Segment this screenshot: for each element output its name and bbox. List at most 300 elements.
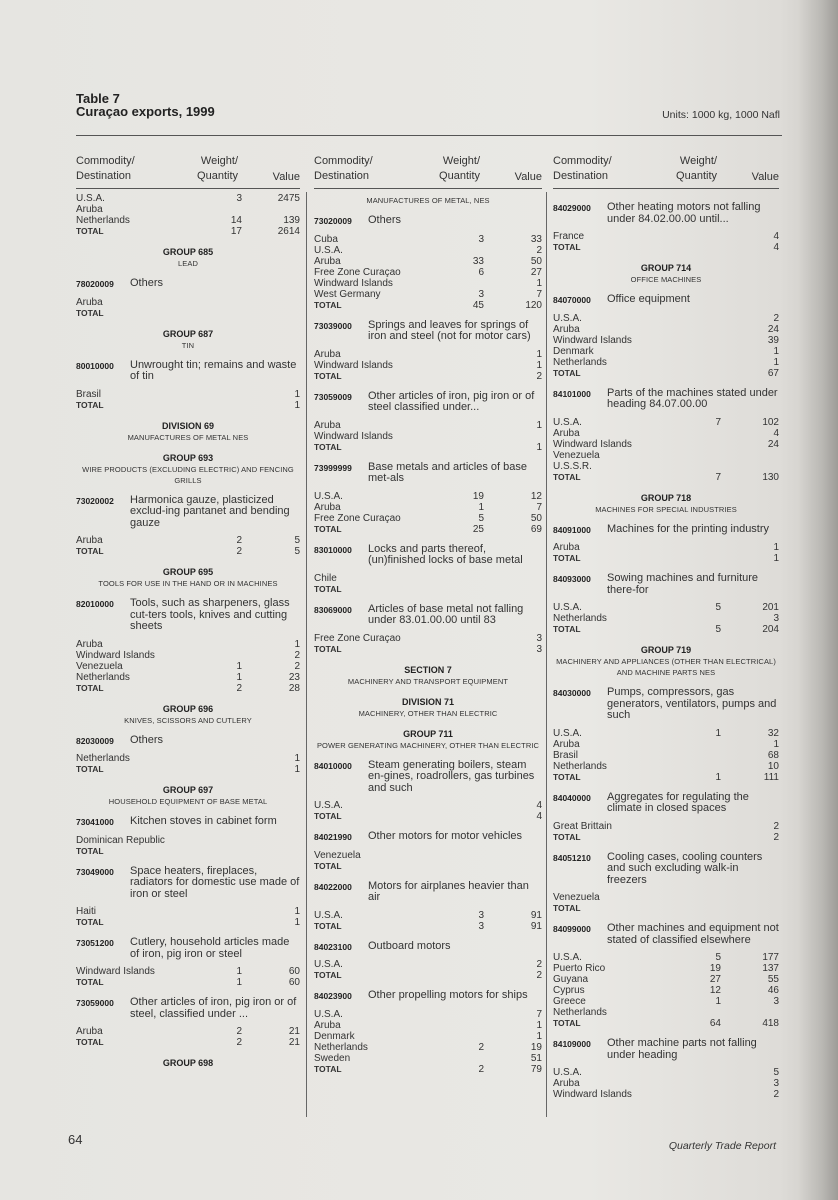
commodity-item xyxy=(553,687,779,722)
section-caption: TOOLS FOR USE IN THE HAND OR IN MACHINES xyxy=(98,579,278,588)
section-heading: GROUP 696 xyxy=(162,703,214,714)
table-row xyxy=(553,1067,779,1078)
value-cell: 33 xyxy=(530,233,542,245)
commodity-item xyxy=(314,760,542,795)
destination-cell: TOTAL xyxy=(314,920,342,931)
value-cell: 1 xyxy=(536,1019,542,1031)
table-number: Table 7 xyxy=(76,91,120,106)
destination-cell: TOTAL xyxy=(553,1018,581,1028)
commodity-item xyxy=(314,881,542,904)
commodity-item xyxy=(314,990,542,1003)
total-row xyxy=(553,472,779,483)
destination-cell: TOTAL xyxy=(314,811,342,821)
section-heading: GROUP 695 xyxy=(162,567,214,577)
table-row xyxy=(314,1009,542,1020)
destination-cell: TOTAL xyxy=(76,977,104,987)
header-destination: Destination xyxy=(553,170,609,182)
header-quantity: Quantity xyxy=(197,170,238,182)
quantity-cell xyxy=(444,861,484,872)
destination-cell: Aruba xyxy=(553,542,580,553)
section-heading: GROUP 698 xyxy=(162,1058,214,1068)
value-cell: 418 xyxy=(762,1018,779,1029)
destination-cell: Free Zone Curaçao xyxy=(314,512,401,524)
destination-cell: Netherlands xyxy=(76,671,130,683)
commodity-item xyxy=(314,831,542,844)
quantity-cell xyxy=(444,360,484,371)
table-row xyxy=(553,357,779,368)
commodity-description: Harmonica gauze, plasticized exclud-ing pantanet and bending gauze xyxy=(130,493,290,529)
destination-cell: Netherlands xyxy=(553,1007,607,1018)
value-cell: 27 xyxy=(530,266,542,278)
quantity-cell xyxy=(681,739,721,750)
quantity-cell xyxy=(444,850,484,861)
quantity-cell: 2 xyxy=(236,535,242,546)
quantity-cell xyxy=(681,346,721,357)
commodity-code: 83069000 xyxy=(314,604,352,615)
commodity-description: Other machines and equipment not stated of classified elsewhere xyxy=(607,922,779,946)
destination-cell: TOTAL xyxy=(314,1063,342,1074)
value-cell xyxy=(721,1007,779,1018)
total-row xyxy=(553,368,779,379)
commodity-item xyxy=(553,202,779,225)
value-cell: 1 xyxy=(294,388,300,400)
value-cell: 2614 xyxy=(277,226,300,237)
quantity-cell xyxy=(681,832,721,843)
quantity-cell: 5 xyxy=(715,624,721,635)
total-row xyxy=(76,308,300,319)
commodity-code: 84040000 xyxy=(553,792,591,803)
total-row xyxy=(553,832,779,843)
page-edge-shadow xyxy=(798,0,838,1200)
commodity-description: Springs and leaves for springs of iron and steel (not for motor cars) xyxy=(368,318,531,342)
destination-cell: Netherlands xyxy=(553,356,607,368)
commodity-code: 73041000 xyxy=(76,817,114,827)
table-row xyxy=(553,324,779,335)
commodity-code: 84109000 xyxy=(553,1039,591,1049)
commodity-code: 73999999 xyxy=(314,462,352,473)
table-row xyxy=(76,661,300,672)
section-heading: GROUP 714 xyxy=(640,263,692,273)
table-row xyxy=(553,613,779,624)
section-caption: MACHINERY AND TRANSPORT EQUIPMENT xyxy=(347,676,509,686)
commodity-description: Other propelling motors for ships xyxy=(368,989,528,1001)
destination-cell: TOTAL xyxy=(553,367,581,378)
value-cell: 55 xyxy=(767,974,779,985)
destination-cell: Aruba xyxy=(76,638,103,650)
commodity-code: 84030000 xyxy=(553,688,591,698)
commodity-description: Other machine parts not falling under heading xyxy=(607,1037,757,1061)
destination-cell: TOTAL xyxy=(314,299,342,310)
column-divider xyxy=(546,192,547,1117)
value-cell: 1 xyxy=(294,638,300,650)
commodity-item xyxy=(553,388,779,411)
quantity-cell xyxy=(202,917,242,928)
total-row xyxy=(76,1037,300,1048)
total-row xyxy=(76,977,300,988)
header-commodity: Commodity/ xyxy=(76,155,135,167)
quantity-cell: 12 xyxy=(709,985,721,996)
destination-cell: Netherlands xyxy=(314,1041,368,1053)
value-cell xyxy=(242,846,300,857)
commodity-description: Other articles of iron, pig iron or of steel classified under... xyxy=(368,389,535,413)
table-title: Curaçao exports, 1999 xyxy=(76,104,215,119)
destination-cell: Aruba xyxy=(314,419,341,431)
value-cell: 67 xyxy=(767,367,779,379)
value-cell xyxy=(721,450,779,461)
destination-cell: Greece xyxy=(553,996,586,1007)
table-row xyxy=(553,750,779,761)
value-cell: 4 xyxy=(773,427,779,439)
title-rule xyxy=(76,135,782,136)
total-row xyxy=(314,584,542,595)
quantity-cell xyxy=(681,553,721,564)
value-cell: 50 xyxy=(530,512,542,524)
value-cell xyxy=(721,461,779,472)
header-destination: Destination xyxy=(314,170,370,182)
quantity-cell xyxy=(681,357,721,368)
destination-cell: TOTAL xyxy=(314,860,342,871)
destination-cell: TOTAL xyxy=(553,242,581,252)
header-quantity: Quantity xyxy=(676,170,717,182)
value-cell: 21 xyxy=(288,1026,300,1037)
header-commodity: Commodity/ xyxy=(314,155,373,167)
commodity-code: 84101000 xyxy=(553,388,591,399)
table-row xyxy=(76,835,300,846)
value-cell: 69 xyxy=(530,523,542,535)
value-cell: 177 xyxy=(762,952,779,963)
table-row xyxy=(553,428,779,439)
destination-cell: TOTAL xyxy=(76,307,104,318)
quantity-cell: 19 xyxy=(709,963,721,974)
table-row xyxy=(314,278,542,289)
quantity-cell: 7 xyxy=(715,471,721,483)
value-cell: 5 xyxy=(294,546,300,557)
quantity-cell: 3 xyxy=(478,288,484,300)
commodity-code: 84029000 xyxy=(553,203,591,213)
quantity-cell: 1 xyxy=(478,501,484,513)
header-value: Value xyxy=(272,171,300,183)
quantity-cell: 64 xyxy=(709,1018,721,1029)
quantity-cell xyxy=(444,371,484,382)
value-cell xyxy=(242,297,300,308)
table-row xyxy=(314,850,542,861)
destination-cell: TOTAL xyxy=(553,771,581,782)
table-row xyxy=(553,346,779,357)
table-row xyxy=(76,193,300,204)
units-label: Units: 1000 kg, 1000 Nafl xyxy=(662,109,780,121)
value-cell: 1 xyxy=(536,1030,542,1042)
header-destination: Destination xyxy=(76,170,132,182)
column-divider xyxy=(306,192,307,1117)
quantity-cell xyxy=(444,644,484,655)
section-heading: GROUP 687 xyxy=(162,328,214,339)
header-weight: Weight/ xyxy=(679,155,717,167)
section-caption: POWER GENERATING MACHINERY, OTHER THAN ELECTRIC xyxy=(316,740,540,750)
destination-cell: TOTAL xyxy=(553,553,581,563)
destination-cell: Denmark xyxy=(314,1030,355,1042)
destination-cell: West Germany xyxy=(314,288,381,300)
commodity-code: 82010000 xyxy=(76,599,114,609)
value-cell: 1 xyxy=(773,356,779,368)
destination-cell: TOTAL xyxy=(314,370,342,381)
commodity-description: Other motors for motor vehicles xyxy=(368,830,523,842)
commodity-description: Others xyxy=(130,733,164,746)
header-value: Value xyxy=(751,171,779,183)
quantity-cell: 3 xyxy=(478,233,484,245)
table-row xyxy=(553,761,779,772)
quantity-cell xyxy=(681,613,721,624)
total-row xyxy=(553,903,779,914)
table-row xyxy=(553,1007,779,1018)
page-number: 64 xyxy=(68,1132,83,1147)
table-row xyxy=(314,959,542,970)
quantity-cell: 1 xyxy=(715,727,721,739)
value-cell: 102 xyxy=(762,416,779,428)
table-row xyxy=(314,491,542,502)
quantity-cell xyxy=(444,573,484,584)
commodity-item xyxy=(314,604,542,627)
commodity-description: Steam generating boilers, steam en-gines, roadrollers, gas turbines and such xyxy=(368,758,535,794)
destination-cell: Aruba xyxy=(553,738,580,750)
section-heading: DIVISION 71 xyxy=(401,696,455,707)
commodity-description: Office equipment xyxy=(607,293,690,305)
destination-cell: TOTAL xyxy=(76,682,104,693)
quantity-cell xyxy=(202,204,242,215)
commodity-description: Other heating motors not falling under 84.02.00.00 until... xyxy=(607,201,761,225)
quantity-cell: 2 xyxy=(236,1037,242,1048)
header-weight: Weight/ xyxy=(200,155,238,167)
destination-cell: U.S.A. xyxy=(553,1067,582,1078)
value-cell: 3 xyxy=(773,1078,779,1089)
destination-cell: Aruba xyxy=(76,1026,103,1037)
commodity-description: Outboard motors xyxy=(368,939,451,952)
value-cell: 1 xyxy=(294,764,300,775)
commodity-item xyxy=(76,735,300,748)
commodity-code: 84021990 xyxy=(314,832,352,842)
value-cell: 111 xyxy=(763,771,779,783)
table-row xyxy=(314,573,542,584)
total-row xyxy=(314,371,542,382)
quantity-cell xyxy=(202,846,242,857)
value-cell: 79 xyxy=(530,1063,542,1075)
quantity-cell: 6 xyxy=(478,266,484,278)
destination-cell: Netherlands xyxy=(553,760,607,772)
table-row xyxy=(76,389,300,400)
destination-cell: Denmark xyxy=(553,345,594,357)
value-cell: 24 xyxy=(767,323,779,335)
value-cell: 60 xyxy=(288,977,300,988)
section-caption: KNIVES, SCISSORS AND CUTLERY xyxy=(124,715,252,725)
commodity-code: 83010000 xyxy=(314,544,352,555)
commodity-code: 84091000 xyxy=(553,524,591,535)
total-row xyxy=(314,300,542,311)
table-row xyxy=(553,1089,779,1100)
value-cell: 201 xyxy=(762,602,779,613)
commodity-code: 84023100 xyxy=(314,941,352,952)
quantity-cell xyxy=(202,639,242,650)
commodity-item xyxy=(314,320,542,343)
destination-cell: Brasil xyxy=(553,749,579,761)
value-cell: 24 xyxy=(767,438,779,450)
value-cell: 1 xyxy=(773,345,779,357)
quantity-cell xyxy=(681,313,721,324)
commodity-code: 73020002 xyxy=(76,495,114,506)
section-caption: MACHINERY AND APPLIANCES (OTHER THAN ELECTRICAL) AND MACHINE PARTS NES xyxy=(556,657,776,677)
value-cell: 2475 xyxy=(277,193,300,204)
destination-cell: U.S.A. xyxy=(314,800,343,811)
destination-cell: France xyxy=(553,231,585,242)
commodity-item xyxy=(76,495,300,530)
commodity-item xyxy=(553,524,779,537)
table-row xyxy=(76,215,300,226)
column-body xyxy=(553,189,779,1100)
commodity-description: Motors for airplanes heavier than air xyxy=(368,879,529,903)
commodity-code: 73051200 xyxy=(76,938,114,948)
commodity-item xyxy=(553,923,779,946)
total-row xyxy=(76,917,300,928)
total-row xyxy=(76,846,300,857)
table-row xyxy=(553,231,779,242)
destination-cell: TOTAL xyxy=(314,523,342,534)
quantity-cell xyxy=(444,420,484,431)
column-body xyxy=(314,189,542,1075)
destination-cell: Aruba xyxy=(314,255,341,267)
table-row xyxy=(314,360,542,371)
quantity-cell xyxy=(681,428,721,439)
table-row xyxy=(553,450,779,461)
quantity-cell: 19 xyxy=(472,490,484,502)
value-cell: 2 xyxy=(773,820,779,832)
value-cell: 60 xyxy=(288,966,300,977)
quantity-cell xyxy=(202,650,242,661)
value-cell xyxy=(242,308,300,319)
section-caption: LEAD xyxy=(178,259,198,268)
table-row xyxy=(314,256,542,267)
total-row xyxy=(553,624,779,635)
table-row xyxy=(553,439,779,450)
value-cell: 28 xyxy=(288,682,300,694)
commodity-code: 84010000 xyxy=(314,760,352,771)
header-weight: Weight/ xyxy=(442,155,480,167)
quantity-cell xyxy=(681,1078,721,1089)
column-header xyxy=(553,152,779,189)
table-row xyxy=(553,602,779,613)
column-header xyxy=(314,152,542,189)
quantity-cell xyxy=(444,970,484,981)
quantity-cell xyxy=(681,368,721,379)
table-row xyxy=(76,204,300,215)
value-cell: 4 xyxy=(536,811,542,822)
commodity-description: Other articles of iron, pig iron or of steel, classified under ... xyxy=(130,996,297,1020)
commodity-description: Machines for the printing industry xyxy=(607,522,770,535)
value-cell: 1 xyxy=(294,753,300,764)
value-cell xyxy=(242,835,300,846)
value-cell xyxy=(721,892,779,903)
quantity-cell: 17 xyxy=(230,226,242,237)
destination-cell: TOTAL xyxy=(76,399,104,410)
total-row xyxy=(314,644,542,655)
total-row xyxy=(76,400,300,411)
value-cell: 68 xyxy=(767,749,779,761)
table-row xyxy=(76,535,300,546)
table-row xyxy=(553,952,779,963)
commodity-description: Others xyxy=(368,214,402,226)
value-cell: 1 xyxy=(536,359,542,371)
quantity-cell: 2 xyxy=(236,546,242,557)
commodity-code: 82030009 xyxy=(76,735,114,746)
value-cell: 1 xyxy=(536,277,542,289)
destination-cell: TOTAL xyxy=(76,1037,104,1047)
commodity-item xyxy=(76,937,300,960)
value-cell: 32 xyxy=(767,727,779,739)
quantity-cell xyxy=(681,242,721,253)
value-cell: 4 xyxy=(773,231,779,242)
destination-cell: Windward Islands xyxy=(76,966,155,977)
value-cell: 2 xyxy=(294,660,300,672)
value-cell: 91 xyxy=(530,920,542,932)
destination-cell: Windward Islands xyxy=(76,649,155,661)
quantity-cell: 1 xyxy=(236,660,242,672)
quantity-cell xyxy=(202,835,242,846)
total-row xyxy=(314,970,542,981)
value-cell xyxy=(484,584,542,595)
quantity-cell: 27 xyxy=(709,974,721,985)
section-heading: GROUP 718 xyxy=(640,492,692,503)
commodity-item xyxy=(314,462,542,485)
value-cell: 1 xyxy=(536,348,542,360)
commodity-description: Sowing machines and furniture there-for xyxy=(607,572,759,596)
table-row xyxy=(553,739,779,750)
quantity-cell xyxy=(681,461,721,472)
commodity-code: 80010000 xyxy=(76,360,114,371)
quantity-cell xyxy=(444,278,484,289)
commodity-item xyxy=(314,941,542,954)
value-cell xyxy=(484,861,542,872)
quantity-cell: 5 xyxy=(715,952,721,963)
commodity-code: 84023900 xyxy=(314,991,352,1001)
commodity-code: 73039000 xyxy=(314,320,352,331)
column-2 xyxy=(314,152,542,1075)
quantity-cell: 2 xyxy=(478,1063,484,1075)
commodity-item xyxy=(76,816,300,829)
quantity-cell xyxy=(444,1053,484,1064)
table-row xyxy=(314,800,542,811)
quantity-cell xyxy=(681,324,721,335)
value-cell: 3 xyxy=(773,613,779,624)
quantity-cell xyxy=(444,1031,484,1042)
quantity-cell: 33 xyxy=(472,255,484,267)
destination-cell: U.S.A. xyxy=(553,416,582,428)
quantity-cell: 45 xyxy=(472,299,484,311)
table-row xyxy=(553,728,779,739)
section-heading: GROUP 697 xyxy=(162,785,214,795)
value-cell: 2 xyxy=(294,649,300,661)
destination-cell: Venezuela xyxy=(553,449,600,461)
quantity-cell xyxy=(444,349,484,360)
section-caption: MANUFACTURES OF METAL NES xyxy=(127,432,249,442)
value-cell: 7 xyxy=(536,501,542,513)
table-row xyxy=(553,963,779,974)
destination-cell: U.S.A. xyxy=(314,1008,343,1020)
quantity-cell xyxy=(444,584,484,595)
table-row xyxy=(553,461,779,472)
table-row xyxy=(314,502,542,513)
value-cell: 21 xyxy=(288,1037,300,1048)
commodity-item xyxy=(314,215,542,228)
value-cell: 39 xyxy=(767,334,779,346)
value-cell: 2 xyxy=(536,244,542,256)
quantity-cell: 1 xyxy=(715,996,721,1007)
